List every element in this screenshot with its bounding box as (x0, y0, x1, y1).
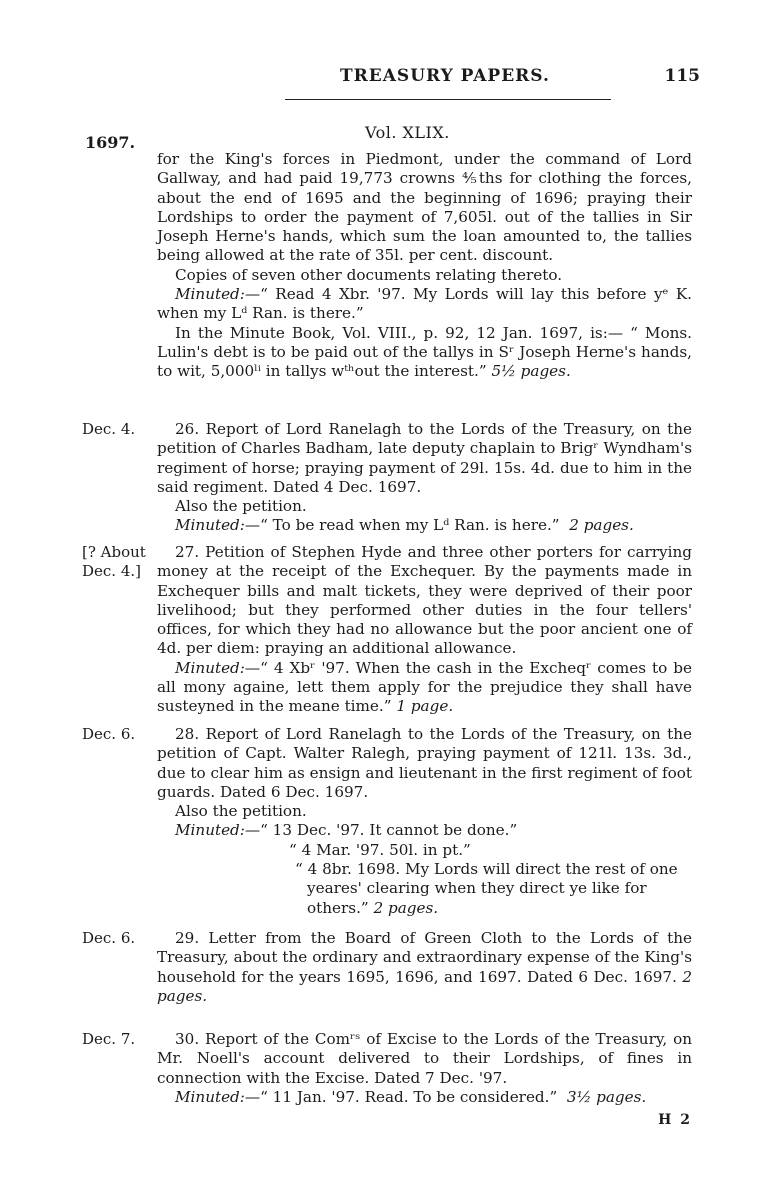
minuted-text: —“ 13 Dec. '97. It cannot be done.” (244, 821, 518, 840)
entry-copies: Copies of seven other documents relating thereto. (175, 265, 563, 284)
minuted-label: Minuted: (175, 821, 245, 840)
minuted-label: Minuted: (175, 658, 245, 677)
entry-also: Also the petition. (175, 802, 307, 821)
entry-minuted-2: “ 4 Mar. '97. 50l. in pt.” (289, 840, 471, 859)
minute-book-text: In the Minute Book, Vol. VIII., p. 92, 12 Jan. 1697, is:— “ Mons. Lulin's debt is to be paid out of the tallys in Sʳ Joseph Herne's hands, to wit, 5,000ˡⁱ in tallys wᵗʰout the interest.” (157, 323, 692, 381)
entry-minuted (157, 516, 692, 535)
entry-also: Also the petition. (175, 497, 307, 516)
entry-minuted (157, 659, 692, 717)
minuted-text: —“ Read 4 Xbr. '97. My Lords will lay this before yᵉ K. when my Lᵈ Ran. is there.” (157, 285, 692, 323)
entry-body (157, 1030, 692, 1107)
signature-mark: H 2 (658, 1112, 692, 1128)
minuted-3-text: “ 4 8br. 1698. My Lords will direct the rest of one yeares' clearing when they direct ye like for others.” (295, 860, 678, 917)
running-title: TREASURY PAPERS. (340, 66, 550, 86)
entry-date: Dec. 4. (82, 420, 136, 438)
entry-body (157, 150, 692, 382)
minuted-label: Minuted: (175, 1087, 245, 1106)
entry-pages: 2 pages. (569, 516, 634, 535)
entry-text: 28. Report of Lord Ranelagh to the Lords of the Treasury, on the petition of Capt. Walter Ralegh, praying payment of 121l. 13s. 3d., due to clear him as ensign and lieutenant in the first regiment of foot guards. Dated 6 Dec. 1697. (157, 725, 692, 801)
entry-minute-book (157, 324, 692, 382)
entry-pages: 3½ pages. (566, 1087, 647, 1106)
entry-minuted-3 (157, 860, 692, 918)
entry-body (157, 725, 692, 918)
entry-minuted (157, 285, 692, 324)
year-marginal: 1697. (85, 133, 136, 152)
entry-text: 30. Report of the Comʳˢ of Excise to the Lords of the Treasury, on Mr. Noell's account delivered to their Lordships, of fines in connection with the Excise. Dated 7 Dec. '97. (157, 1030, 692, 1087)
entry-body (157, 929, 692, 1006)
minuted-text: —“ 4 Xbʳ '97. When the cash in the Excheqʳ comes to be all mony againe, lett them apply for the prejudice they shall have susteyned in the meane time.” (157, 658, 692, 716)
minuted-text: —“ To be read when my Lᵈ Ran. is here.” (244, 516, 560, 535)
entry-pages: 2 pages. (157, 967, 693, 1005)
minuted-label: Minuted: (175, 285, 245, 304)
header-rule (285, 99, 611, 100)
page-number: 115 (664, 66, 700, 86)
entry-text: for the King's forces in Piedmont, under the command of Lord Gallway, and had paid 19,773 crowns ⅘ths for clothing the forces, about the end of 1695 and the beginning of 1696; praying their Lordships to order the payment of 7,605l. out of the tallies in Sir Joseph Herne's hands, which sum the loan amounted to, the tallies being allowed at the rate of 35l. per cent. discount. (157, 150, 692, 265)
entry-date: Dec. 6. (82, 725, 136, 743)
entry-pages: 1 page. (396, 697, 454, 716)
entry-text-span: 29. Letter from the Board of Green Cloth to the Lords of the Treasury, about the ordinary and extraordinary expense of the King's household for the years 1695, 1696, and 1697. Dated 6 Dec. 1697. (157, 929, 692, 986)
entry-pages: 5½ pages. (491, 362, 571, 381)
entry-minuted (157, 1088, 692, 1107)
entry-pages: 2 pages. (373, 898, 439, 917)
entry-text (157, 929, 692, 1006)
running-head (0, 66, 770, 92)
entry-minuted (157, 821, 692, 840)
entry-text: 27. Petition of Stephen Hyde and three other porters for carrying money at the receipt of the Exchequer. By the payments made in Exchequer bills and malt tickets, they were deprived of their poor livelihood; but they performed other duties in the four tellers' offices, for which they had no allowance but the poor ancient one of 4d. per diem: praying an additional allowance. (157, 543, 692, 658)
minuted-label: Minuted: (175, 516, 245, 535)
minuted-text: —“ 11 Jan. '97. Read. To be considered.” (244, 1087, 558, 1106)
entry-text: 26. Report of Lord Ranelagh to the Lords of the Treasury, on the petition of Charles Badham, late deputy chaplain to Brigʳ Wyndham's regiment of horse; praying payment of 29l. 15s. 4d. due to him in the said regiment. Dated 4 Dec. 1697. (157, 420, 692, 496)
entry-date: [? About Dec. 4.] (82, 543, 146, 580)
entry-date: Dec. 6. (82, 929, 136, 947)
entry-date: Dec. 7. (82, 1030, 136, 1048)
volume-heading: Vol. XLIX. (365, 123, 450, 142)
entry-body (157, 420, 692, 536)
entry-body (157, 543, 692, 717)
